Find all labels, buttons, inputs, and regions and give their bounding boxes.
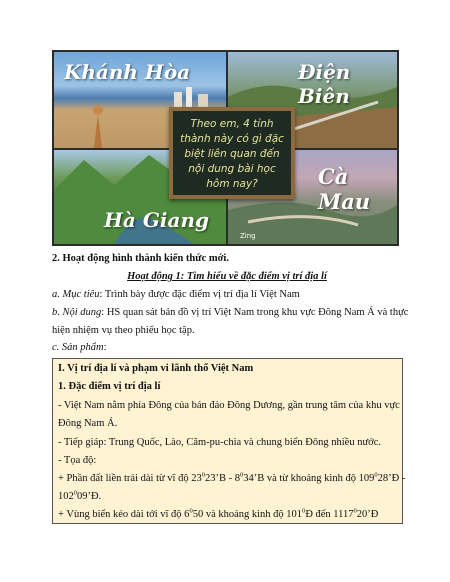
box-heading: I. Vị trí địa lí và phạm vi lãnh thổ Việt Nam [58,363,254,374]
box-line-5 [58,473,405,484]
knowledge-box [52,358,406,524]
coord-text: 20’Đ [356,509,379,520]
box-line-1: - Việt Nam nằm phía Đông của bán đảo Đông Dương, gần trung tâm của khu vực [58,400,400,411]
degree-mark: 0 [201,471,205,479]
goal-text: : Trình bày được đặc điểm vị trí địa lí Việt Nam [99,289,300,300]
degree-mark: 0 [353,507,357,515]
degree-mark: 0 [73,489,77,497]
lesson-collage-image [52,50,399,246]
coord-text: 23’B - 8 [204,473,240,484]
box-subheading: 1. Đặc điểm vị trí địa lí [58,381,161,392]
coord-text: 28’Đ - [377,473,406,484]
degree-mark: 0 [239,471,244,479]
coord-text: 102 [58,491,74,502]
watermark: Zing [240,232,256,240]
section-heading: 2. Hoạt động hình thành kiến thức mới. [52,253,229,264]
coord-text: 50 và khoảng kinh độ 101 [192,509,303,520]
coord-text: + Vùng biển kéo dài tới vĩ độ 6 [58,509,190,520]
goal-label: a. Mục tiêu [52,289,100,300]
box-line-4: - Tọa độ: [58,455,97,466]
degree-mark: 0 [189,507,193,515]
content-line-2: hiện nhiệm vụ theo phiếu học tập. [52,325,195,336]
content-label: b. Nội dung [52,307,102,318]
coord-text: 34’B và từ khoảng kinh độ 109 [243,473,375,484]
khanh-hoa-label: Khánh Hòa [64,60,191,84]
box-line-2: Đông Nam Á. [58,418,118,429]
ca-mau-label: Cà Mau [318,164,371,214]
chalkboard [169,107,295,199]
product-line [52,342,107,353]
goal-line [52,289,300,300]
coord-text: Đ đến 1117 [305,509,354,520]
product-label: c. Sản phẩm [52,342,104,353]
ha-giang-label: Hà Giang [104,208,209,232]
content-line [52,307,408,318]
box-line-7 [58,509,378,520]
chalkboard-question: Theo em, 4 tỉnh thành này có gì đặc biệt liên quan đến nội dung bài học hôm nay? [180,118,284,190]
product-text: : [103,342,107,353]
coord-text: 09’Đ. [77,491,102,502]
box-line-3: - Tiếp giáp: Trung Quốc, Lào, Căm-pu-chia và chung biển Đông nhiều nước. [58,437,381,448]
coord-text: + Phần đất liền trải dài từ vĩ độ 23 [58,473,202,484]
dien-bien-label: Điện Biên [298,60,351,108]
activity-title: Hoạt động 1: Tìm hiểu về đặc điểm vị trí địa lí [127,271,327,282]
content-text: : HS quan sát bản đồ vị trí Việt Nam trong khu vực Đông Nam Á và thực [101,307,409,318]
box-line-6 [58,491,101,502]
degree-mark: 0 [302,507,306,515]
degree-mark: 0 [374,471,378,479]
